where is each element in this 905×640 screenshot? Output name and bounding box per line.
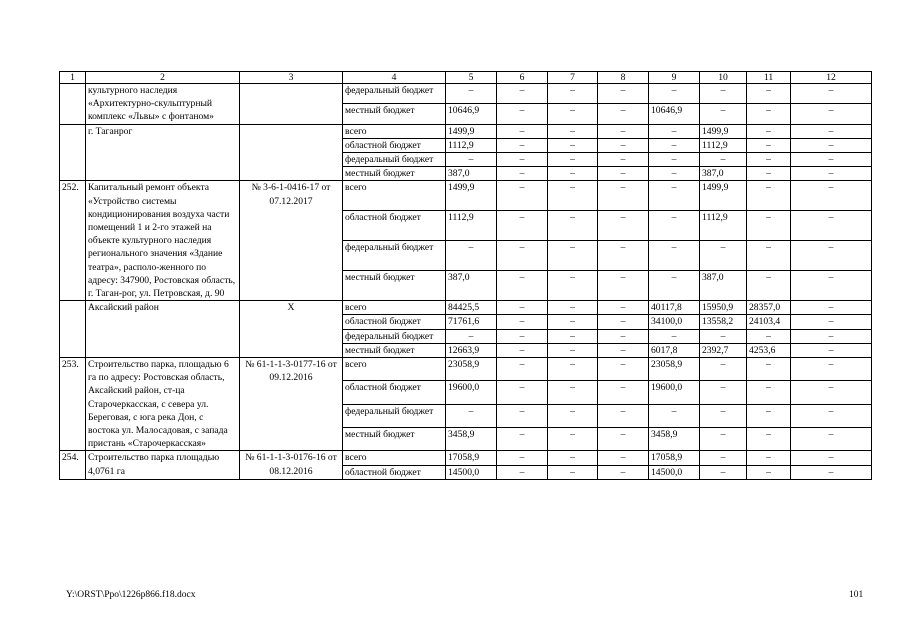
value-cell: – — [791, 358, 872, 381]
value-cell: – — [497, 181, 548, 211]
budget-type: областной бюджет — [343, 315, 446, 329]
value-cell: – — [598, 465, 649, 479]
value-cell: – — [791, 343, 872, 357]
value-cell: – — [497, 315, 548, 329]
value-cell: – — [598, 315, 649, 329]
budget-type: федеральный бюджет — [343, 241, 446, 271]
value-cell: – — [548, 329, 598, 343]
value-cell: – — [598, 451, 649, 465]
value-cell: – — [747, 404, 791, 427]
value-cell: 1499,9 — [700, 181, 747, 211]
value-cell: – — [598, 329, 649, 343]
value-cell: – — [497, 211, 548, 241]
value-cell: – — [497, 84, 548, 104]
value-cell: – — [747, 381, 791, 404]
table-row — [60, 124, 872, 138]
budget-type: федеральный бюджет — [343, 404, 446, 427]
value-cell: – — [700, 381, 747, 404]
document-number — [240, 84, 343, 125]
value-cell: – — [791, 84, 872, 104]
column-header: 12 — [791, 72, 872, 84]
value-cell: – — [649, 404, 700, 427]
value-cell: 387,0 — [700, 167, 747, 181]
value-cell: – — [700, 428, 747, 451]
value-cell: 23058,9 — [649, 358, 700, 381]
value-cell: – — [747, 138, 791, 152]
value-cell: – — [649, 271, 700, 301]
budget-table — [59, 71, 872, 480]
value-cell: – — [548, 241, 598, 271]
value-cell: – — [548, 211, 598, 241]
value-cell: – — [497, 358, 548, 381]
value-cell: – — [497, 104, 548, 124]
value-cell: 40117,8 — [649, 301, 700, 315]
value-cell: – — [700, 104, 747, 124]
value-cell: – — [747, 181, 791, 211]
value-cell: – — [791, 138, 872, 152]
value-cell: – — [791, 211, 872, 241]
value-cell: 1499,9 — [700, 124, 747, 138]
value-cell: – — [747, 84, 791, 104]
value-cell: – — [598, 104, 649, 124]
value-cell: – — [446, 404, 497, 427]
value-cell: – — [598, 181, 649, 211]
value-cell: – — [497, 381, 548, 404]
value-cell: – — [747, 241, 791, 271]
row-number — [60, 124, 86, 181]
value-cell: – — [446, 329, 497, 343]
value-cell: – — [747, 465, 791, 479]
value-cell: – — [548, 465, 598, 479]
budget-type: местный бюджет — [343, 167, 446, 181]
value-cell: – — [700, 465, 747, 479]
value-cell: 1112,9 — [700, 138, 747, 152]
value-cell: – — [791, 404, 872, 427]
value-cell: – — [791, 181, 872, 211]
value-cell: – — [747, 153, 791, 167]
object-name: Строительство парка, площадью 6 га по адресу: Ростовская область, Аксайский район, ст-ца Старочеркасская, с севера ул. Береговая, с юга река Дон, с востока ул. Малосадовая, с запада пристань «Старочеркасская» — [86, 358, 240, 451]
value-cell: – — [497, 404, 548, 427]
value-cell: – — [747, 329, 791, 343]
value-cell: 387,0 — [446, 271, 497, 301]
value-cell: 10646,9 — [446, 104, 497, 124]
row-number — [60, 84, 86, 125]
value-cell: 1499,9 — [446, 181, 497, 211]
value-cell: – — [649, 167, 700, 181]
value-cell: – — [598, 301, 649, 315]
table-row — [60, 358, 872, 381]
value-cell: – — [497, 241, 548, 271]
row-number: 253. — [60, 358, 86, 451]
value-cell: 387,0 — [446, 167, 497, 181]
value-cell: – — [791, 104, 872, 124]
column-header: 11 — [747, 72, 791, 84]
document-number: № 61-1-1-3-0177-16 от 09.12.2016 — [240, 358, 343, 451]
object-name: г. Таганрог — [86, 124, 240, 181]
value-cell: – — [700, 329, 747, 343]
value-cell: – — [700, 153, 747, 167]
value-cell: – — [497, 167, 548, 181]
value-cell: – — [598, 358, 649, 381]
value-cell: – — [791, 271, 872, 301]
value-cell: – — [446, 241, 497, 271]
value-cell: – — [598, 138, 649, 152]
budget-type: всего — [343, 301, 446, 315]
value-cell: – — [497, 301, 548, 315]
column-header: 3 — [240, 72, 343, 84]
value-cell: – — [446, 84, 497, 104]
value-cell: – — [791, 329, 872, 343]
budget-type: местный бюджет — [343, 271, 446, 301]
value-cell: – — [791, 301, 872, 315]
value-cell: 19600,0 — [649, 381, 700, 404]
value-cell: – — [548, 428, 598, 451]
value-cell: 19600,0 — [446, 381, 497, 404]
budget-type: областной бюджет — [343, 381, 446, 404]
page-number: 101 — [849, 590, 864, 600]
value-cell: – — [747, 211, 791, 241]
table-row — [60, 301, 872, 315]
value-cell: – — [598, 381, 649, 404]
column-header: 6 — [497, 72, 548, 84]
value-cell: 1112,9 — [446, 138, 497, 152]
budget-type: местный бюджет — [343, 428, 446, 451]
value-cell: – — [649, 84, 700, 104]
value-cell: 24103,4 — [747, 315, 791, 329]
document-number — [240, 124, 343, 181]
value-cell: – — [747, 428, 791, 451]
value-cell: – — [548, 84, 598, 104]
budget-type: всего — [343, 124, 446, 138]
object-name: Капитальный ремонт объекта «Устройство системы кондиционирования воздуха части помещений 1 и 2-го этажей на объекте культурного наследия регионального значения «Здание театра», располо-женного по адресу: 347900, Ростовская область, г. Таган-рог, ул. Петровская, д. 90 — [86, 181, 240, 301]
value-cell: – — [598, 271, 649, 301]
value-cell: – — [747, 271, 791, 301]
value-cell: – — [700, 241, 747, 271]
value-cell: – — [649, 181, 700, 211]
column-header: 5 — [446, 72, 497, 84]
value-cell: 1499,9 — [446, 124, 497, 138]
value-cell: – — [649, 138, 700, 152]
value-cell: – — [497, 138, 548, 152]
value-cell: – — [791, 465, 872, 479]
column-header: 1 — [60, 72, 86, 84]
value-cell: – — [548, 271, 598, 301]
value-cell: – — [649, 124, 700, 138]
value-cell: 34100,0 — [649, 315, 700, 329]
column-header: 8 — [598, 72, 649, 84]
value-cell: – — [548, 124, 598, 138]
budget-type: местный бюджет — [343, 343, 446, 357]
row-number — [60, 301, 86, 358]
value-cell: – — [747, 104, 791, 124]
value-cell: – — [548, 315, 598, 329]
value-cell: – — [548, 343, 598, 357]
table-row — [60, 84, 872, 104]
value-cell: – — [598, 84, 649, 104]
row-number: 252. — [60, 181, 86, 301]
value-cell: – — [700, 404, 747, 427]
value-cell: – — [747, 451, 791, 465]
value-cell: – — [700, 451, 747, 465]
column-header: 10 — [700, 72, 747, 84]
value-cell: 387,0 — [700, 271, 747, 301]
object-name: Строительство парка площадью 4,0761 га — [86, 451, 240, 479]
budget-type: местный бюджет — [343, 104, 446, 124]
value-cell: – — [700, 358, 747, 381]
value-cell: – — [791, 315, 872, 329]
value-cell: – — [747, 124, 791, 138]
column-header: 9 — [649, 72, 700, 84]
column-header: 4 — [343, 72, 446, 84]
value-cell: 17058,9 — [446, 451, 497, 465]
value-cell: – — [791, 428, 872, 451]
budget-type: федеральный бюджет — [343, 153, 446, 167]
value-cell: 3458,9 — [649, 428, 700, 451]
document-number: Х — [240, 301, 343, 358]
value-cell: 13558,2 — [700, 315, 747, 329]
document-number: № 3-6-1-0416-17 от 07.12.2017 — [240, 181, 343, 301]
value-cell: – — [598, 404, 649, 427]
value-cell: 1112,9 — [446, 211, 497, 241]
value-cell: – — [548, 451, 598, 465]
object-name: культурного наследия «Архитектурно-скульптурный комплекс «Львы» с фонтаном» — [86, 84, 240, 125]
value-cell: – — [747, 358, 791, 381]
value-cell: – — [497, 329, 548, 343]
value-cell: – — [598, 153, 649, 167]
value-cell: 1112,9 — [700, 211, 747, 241]
budget-type: всего — [343, 181, 446, 211]
value-cell: – — [446, 153, 497, 167]
budget-type: областной бюджет — [343, 465, 446, 479]
document-number: № 61-1-1-3-0176-16 от 08.12.2016 — [240, 451, 343, 479]
value-cell: 6017,8 — [649, 343, 700, 357]
object-name: Аксайский район — [86, 301, 240, 358]
value-cell: – — [497, 153, 548, 167]
value-cell: – — [548, 381, 598, 404]
value-cell: – — [791, 153, 872, 167]
value-cell: – — [497, 343, 548, 357]
value-cell: 12663,9 — [446, 343, 497, 357]
budget-type: всего — [343, 451, 446, 465]
value-cell: – — [598, 428, 649, 451]
value-cell: – — [548, 104, 598, 124]
value-cell: – — [598, 241, 649, 271]
value-cell: 71761,6 — [446, 315, 497, 329]
value-cell: – — [791, 124, 872, 138]
value-cell: 28357,0 — [747, 301, 791, 315]
table-row — [60, 451, 872, 465]
value-cell: – — [548, 167, 598, 181]
value-cell: – — [791, 167, 872, 181]
value-cell: – — [497, 428, 548, 451]
value-cell: 84425,5 — [446, 301, 497, 315]
value-cell: – — [548, 301, 598, 315]
value-cell: – — [548, 358, 598, 381]
table-row — [60, 181, 872, 211]
budget-type: всего — [343, 358, 446, 381]
value-cell: 2392,7 — [700, 343, 747, 357]
header-row — [60, 72, 872, 84]
value-cell: – — [548, 404, 598, 427]
value-cell: – — [791, 381, 872, 404]
value-cell: – — [791, 241, 872, 271]
value-cell: – — [598, 124, 649, 138]
value-cell: 3458,9 — [446, 428, 497, 451]
file-path: Y:\ORST\Ppo\1226p866.f18.docx — [66, 590, 196, 600]
value-cell: 14500,0 — [446, 465, 497, 479]
value-cell: – — [548, 181, 598, 211]
value-cell: 4253,6 — [747, 343, 791, 357]
value-cell: – — [649, 211, 700, 241]
value-cell: – — [497, 124, 548, 138]
budget-type: областной бюджет — [343, 138, 446, 152]
row-number: 254. — [60, 451, 86, 479]
value-cell: – — [548, 138, 598, 152]
value-cell: 17058,9 — [649, 451, 700, 465]
value-cell: 23058,9 — [446, 358, 497, 381]
budget-type: федеральный бюджет — [343, 329, 446, 343]
value-cell: – — [497, 451, 548, 465]
value-cell: – — [548, 153, 598, 167]
budget-type: областной бюджет — [343, 211, 446, 241]
value-cell: – — [700, 84, 747, 104]
value-cell: – — [598, 211, 649, 241]
value-cell: – — [791, 451, 872, 465]
value-cell: – — [649, 153, 700, 167]
value-cell: 14500,0 — [649, 465, 700, 479]
value-cell: – — [598, 167, 649, 181]
value-cell: – — [497, 271, 548, 301]
value-cell: 10646,9 — [649, 104, 700, 124]
value-cell: – — [598, 343, 649, 357]
value-cell: 15950,9 — [700, 301, 747, 315]
value-cell: – — [649, 329, 700, 343]
value-cell: – — [497, 465, 548, 479]
budget-type: федеральный бюджет — [343, 84, 446, 104]
value-cell: – — [747, 167, 791, 181]
value-cell: – — [649, 241, 700, 271]
column-header: 7 — [548, 72, 598, 84]
column-header: 2 — [86, 72, 240, 84]
